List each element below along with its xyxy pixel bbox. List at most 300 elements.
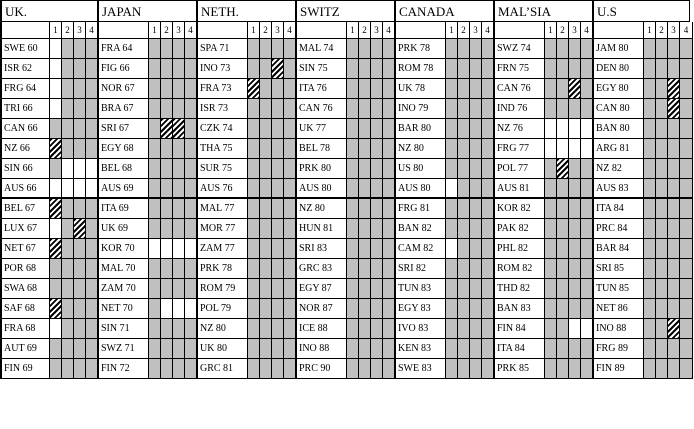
quarter-cell-gray — [557, 59, 569, 79]
agreement-label: FRG 81 — [396, 199, 446, 219]
quarter-cell-gray — [446, 139, 458, 159]
quarter-cell-gray — [668, 139, 680, 159]
quarter-cell-gray — [161, 159, 173, 179]
quarter-cell-gray — [185, 259, 198, 279]
quarter-cell-gray — [458, 39, 470, 59]
agreement-label: INO 88 — [297, 339, 347, 359]
agreement-label: ITA 84 — [495, 339, 545, 359]
agreement-label: POL 77 — [495, 159, 545, 179]
quarter-cell-gray — [557, 179, 569, 199]
quarter-cell-gray — [656, 339, 668, 359]
quarter-cell-gray — [680, 319, 693, 339]
quarter-cell-gray — [185, 199, 198, 219]
quarter-cell-gray — [569, 359, 581, 379]
quarter-cell-gray — [284, 299, 297, 319]
quarter-cell-gray — [569, 99, 581, 119]
quarter-cell-gray — [383, 239, 396, 259]
quarter-cell-gray — [569, 259, 581, 279]
quarter-cell-gray — [62, 299, 74, 319]
quarter-cell-gray — [347, 79, 359, 99]
quarter-cell-gray — [50, 279, 62, 299]
quarter-cell-gray — [260, 139, 272, 159]
quarter-cell-gray — [557, 339, 569, 359]
quarter-cell-gray — [74, 39, 86, 59]
quarter-cell-gray — [371, 359, 383, 379]
quarter-cell-gray — [284, 39, 297, 59]
agreement-label: EGY 80 — [594, 79, 644, 99]
quarter-cell-gray — [470, 99, 482, 119]
agreement-label: BAR 80 — [396, 119, 446, 139]
quarter-cell-gray — [644, 59, 656, 79]
quarter-cell-gray — [272, 259, 284, 279]
quarter-cell-gray — [284, 119, 297, 139]
quarter-cell-gray — [260, 99, 272, 119]
quarter-cell-gray — [371, 239, 383, 259]
agreement-label: AUS 80 — [396, 179, 446, 199]
quarter-cell-gray — [347, 239, 359, 259]
agreement-label: NZ 80 — [198, 319, 248, 339]
quarter-cell-gray — [149, 359, 161, 379]
quarter-cell-gray — [458, 119, 470, 139]
quarter-cell-gray — [371, 199, 383, 219]
quarter-cell-gray — [86, 39, 99, 59]
quarter-cell-gray — [482, 119, 495, 139]
quarter-cell-gray — [383, 59, 396, 79]
quarter-cell-hatch — [74, 219, 86, 239]
quarter-cell-gray — [569, 159, 581, 179]
agreement-label: FRG 64 — [0, 79, 50, 99]
quarter-cell-gray — [371, 299, 383, 319]
quarter-cell-gray — [569, 339, 581, 359]
quarter-cell-gray — [272, 139, 284, 159]
agreement-label: SRI 83 — [297, 239, 347, 259]
quarter-cell-white — [74, 159, 86, 179]
quarter-cell-hatch — [161, 119, 173, 139]
quarter-cell-gray — [260, 319, 272, 339]
quarter-cell-gray — [581, 39, 594, 59]
quarter-cell-gray — [470, 159, 482, 179]
quarter-cell-gray — [383, 99, 396, 119]
quarter-cell-gray — [458, 179, 470, 199]
quarter-cell-gray — [446, 119, 458, 139]
quarter-cell-gray — [161, 59, 173, 79]
quarter-cell-gray — [656, 39, 668, 59]
quarter-cell-gray — [62, 319, 74, 339]
quarter-number-4: 4 — [185, 22, 198, 39]
quarter-cell-gray — [248, 319, 260, 339]
agreement-label: SIN 75 — [297, 59, 347, 79]
agreement-label: NET 67 — [0, 239, 50, 259]
agreement-label: AUS 81 — [495, 179, 545, 199]
agreement-label: BRA 67 — [99, 99, 149, 119]
quarter-cell-gray — [359, 179, 371, 199]
quarter-cell-gray — [50, 339, 62, 359]
quarter-cell-gray — [272, 79, 284, 99]
quarter-cell-gray — [371, 319, 383, 339]
agreement-label: SWZ 74 — [495, 39, 545, 59]
quarter-cell-gray — [173, 199, 185, 219]
quarter-cell-gray — [284, 359, 297, 379]
quarter-cell-gray — [545, 219, 557, 239]
quarter-cell-gray — [359, 339, 371, 359]
quarter-cell-hatch — [557, 159, 569, 179]
quarter-cell-gray — [470, 79, 482, 99]
agreement-label: SWE 83 — [396, 359, 446, 379]
quarter-cell-gray — [260, 159, 272, 179]
agreement-label: EGY 68 — [99, 139, 149, 159]
quarter-cell-gray — [161, 259, 173, 279]
quarter-cell-gray — [680, 259, 693, 279]
quarter-cell-gray — [668, 359, 680, 379]
agreement-label: ITA 76 — [297, 79, 347, 99]
agreement-label: PRK 85 — [495, 359, 545, 379]
agreement-label: ARG 81 — [594, 139, 644, 159]
quarter-cell-gray — [557, 199, 569, 219]
quarter-cell-gray — [458, 279, 470, 299]
quarter-cell-gray — [482, 359, 495, 379]
agreement-label: SAF 68 — [0, 299, 50, 319]
quarter-cell-gray — [272, 39, 284, 59]
quarter-number-1: 1 — [446, 22, 458, 39]
country-header-label: SWITZ — [300, 4, 340, 19]
agreement-label: AUS 83 — [594, 179, 644, 199]
agreement-label: SIN 66 — [0, 159, 50, 179]
quarter-cell-gray — [680, 59, 693, 79]
quarter-cell-gray — [359, 79, 371, 99]
quarter-cell-gray — [272, 179, 284, 199]
quarter-cell-gray — [656, 259, 668, 279]
quarter-cell-gray — [482, 259, 495, 279]
quarter-cell-gray — [656, 359, 668, 379]
quarter-cell-white — [185, 299, 198, 319]
quarter-cell-gray — [383, 179, 396, 199]
quarter-cell-gray — [173, 219, 185, 239]
quarter-cell-gray — [173, 59, 185, 79]
quarter-cell-gray — [260, 239, 272, 259]
quarter-cell-gray — [470, 179, 482, 199]
quarter-cell-gray — [656, 139, 668, 159]
country-header-label: UK. — [5, 4, 28, 19]
quarter-cell-white — [50, 59, 62, 79]
quarter-cell-gray — [185, 279, 198, 299]
quarter-cell-gray — [446, 319, 458, 339]
quarter-cell-gray — [149, 279, 161, 299]
quarter-cell-gray — [383, 79, 396, 99]
quarter-cell-gray — [149, 159, 161, 179]
agreement-label: TUN 83 — [396, 279, 446, 299]
quarter-cell-gray — [173, 259, 185, 279]
quarter-cell-gray — [284, 179, 297, 199]
quarter-cell-gray — [62, 219, 74, 239]
quarter-cell-gray — [569, 39, 581, 59]
quarter-cell-gray — [260, 299, 272, 319]
quarter-cell-hatch — [50, 199, 62, 219]
quarter-cell-gray — [545, 359, 557, 379]
quarter-cell-gray — [149, 99, 161, 119]
agreement-label: FRA 68 — [0, 319, 50, 339]
quarter-cell-gray — [74, 139, 86, 159]
quarter-number-3: 3 — [569, 22, 581, 39]
quarter-cell-gray — [185, 219, 198, 239]
quarter-cell-gray — [62, 359, 74, 379]
quarter-cell-gray — [482, 79, 495, 99]
quarter-cell-gray — [272, 199, 284, 219]
subheader-blank — [594, 22, 644, 39]
quarter-number-2: 2 — [359, 22, 371, 39]
quarter-cell-gray — [86, 79, 99, 99]
quarter-cell-gray — [581, 339, 594, 359]
quarter-number-3: 3 — [272, 22, 284, 39]
agreement-label: BEL 68 — [99, 159, 149, 179]
quarter-cell-gray — [470, 299, 482, 319]
agreement-label: US 80 — [396, 159, 446, 179]
quarter-cell-white — [50, 79, 62, 99]
quarter-cell-gray — [656, 79, 668, 99]
quarter-cell-gray — [347, 179, 359, 199]
quarter-cell-white — [185, 239, 198, 259]
quarter-cell-gray — [248, 179, 260, 199]
quarter-cell-gray — [581, 99, 594, 119]
quarter-number-2: 2 — [557, 22, 569, 39]
quarter-cell-gray — [458, 59, 470, 79]
country-header — [594, 0, 690, 22]
quarter-cell-gray — [680, 239, 693, 259]
agreement-label: CAN 66 — [0, 119, 50, 139]
agreement-label: NOR 67 — [99, 79, 149, 99]
agreement-label: TRI 66 — [0, 99, 50, 119]
quarter-cell-gray — [446, 59, 458, 79]
quarter-number-2: 2 — [656, 22, 668, 39]
agreement-label: DEN 80 — [594, 59, 644, 79]
agreement-label: CAN 76 — [495, 79, 545, 99]
quarter-cell-gray — [347, 319, 359, 339]
quarter-cell-white — [446, 179, 458, 199]
quarter-cell-gray — [446, 219, 458, 239]
quarter-cell-gray — [446, 299, 458, 319]
quarter-cell-gray — [347, 119, 359, 139]
quarter-cell-gray — [458, 219, 470, 239]
quarter-cell-gray — [74, 199, 86, 219]
quarter-cell-gray — [482, 59, 495, 79]
quarter-cell-gray — [581, 219, 594, 239]
agreement-label: AUS 69 — [99, 179, 149, 199]
quarter-cell-gray — [446, 339, 458, 359]
quarter-cell-gray — [272, 319, 284, 339]
quarter-cell-gray — [149, 119, 161, 139]
quarter-cell-gray — [569, 239, 581, 259]
quarter-cell-gray — [482, 179, 495, 199]
agreement-label: UK 80 — [198, 339, 248, 359]
agreement-label: ISR 73 — [198, 99, 248, 119]
agreement-label: THA 75 — [198, 139, 248, 159]
quarter-cell-gray — [347, 279, 359, 299]
quarter-cell-gray — [86, 359, 99, 379]
quarter-cell-gray — [644, 99, 656, 119]
agreement-label: SPA 71 — [198, 39, 248, 59]
quarter-cell-gray — [383, 259, 396, 279]
quarter-cell-gray — [644, 319, 656, 339]
quarter-cell-gray — [668, 279, 680, 299]
quarter-cell-gray — [581, 239, 594, 259]
quarter-cell-gray — [347, 299, 359, 319]
quarter-cell-gray — [161, 359, 173, 379]
quarter-cell-gray — [668, 239, 680, 259]
agreement-label: AUS 80 — [297, 179, 347, 199]
quarter-cell-gray — [371, 139, 383, 159]
quarter-cell-gray — [347, 99, 359, 119]
quarter-cell-gray — [248, 159, 260, 179]
quarter-cell-hatch — [50, 299, 62, 319]
quarter-cell-gray — [644, 239, 656, 259]
quarter-cell-gray — [545, 279, 557, 299]
agreement-label: JAM 80 — [594, 39, 644, 59]
agreement-label: ITA 84 — [594, 199, 644, 219]
quarter-cell-gray — [569, 299, 581, 319]
quarter-cell-gray — [371, 259, 383, 279]
agreement-label: ZAM 70 — [99, 279, 149, 299]
quarter-cell-gray — [644, 79, 656, 99]
quarter-cell-gray — [446, 99, 458, 119]
quarter-cell-gray — [272, 339, 284, 359]
quarter-cell-gray — [74, 339, 86, 359]
quarter-cell-gray — [272, 279, 284, 299]
agreement-label: FIG 66 — [99, 59, 149, 79]
quarter-cell-gray — [545, 339, 557, 359]
quarter-cell-gray — [668, 39, 680, 59]
quarter-cell-gray — [359, 259, 371, 279]
agreement-label: IND 76 — [495, 99, 545, 119]
quarter-cell-gray — [74, 239, 86, 259]
quarter-cell-gray — [656, 239, 668, 259]
quarter-cell-gray — [284, 159, 297, 179]
quarter-cell-hatch — [50, 139, 62, 159]
quarter-cell-gray — [482, 239, 495, 259]
quarter-cell-gray — [470, 199, 482, 219]
country-header — [396, 0, 495, 22]
quarter-cell-gray — [482, 219, 495, 239]
quarter-cell-gray — [74, 299, 86, 319]
quarter-cell-gray — [86, 139, 99, 159]
agreement-label: NZ 80 — [396, 139, 446, 159]
quarter-cell-gray — [668, 219, 680, 239]
quarter-cell-gray — [248, 239, 260, 259]
agreement-label: EGY 83 — [396, 299, 446, 319]
quarter-cell-gray — [185, 119, 198, 139]
quarter-cell-gray — [545, 239, 557, 259]
quarter-cell-gray — [668, 179, 680, 199]
quarter-cell-gray — [173, 279, 185, 299]
quarter-cell-white — [86, 159, 99, 179]
agreement-label: ISR 62 — [0, 59, 50, 79]
quarter-cell-gray — [482, 339, 495, 359]
quarter-cell-gray — [359, 59, 371, 79]
quarter-cell-gray — [161, 139, 173, 159]
quarter-cell-gray — [371, 99, 383, 119]
agreement-label: SWE 60 — [0, 39, 50, 59]
quarter-cell-gray — [86, 119, 99, 139]
quarter-cell-gray — [347, 39, 359, 59]
agreement-label: TUN 85 — [594, 279, 644, 299]
agreement-label: SIN 71 — [99, 319, 149, 339]
quarter-cell-gray — [482, 299, 495, 319]
quarter-cell-gray — [371, 219, 383, 239]
quarter-cell-gray — [62, 59, 74, 79]
quarter-cell-gray — [383, 119, 396, 139]
quarter-number-2: 2 — [161, 22, 173, 39]
quarter-cell-gray — [161, 319, 173, 339]
quarter-cell-gray — [581, 299, 594, 319]
quarter-cell-gray — [50, 119, 62, 139]
quarter-cell-white — [569, 119, 581, 139]
agreement-label: BEL 67 — [0, 199, 50, 219]
country-header — [495, 0, 594, 22]
quarter-cell-gray — [446, 259, 458, 279]
quarter-cell-gray — [347, 159, 359, 179]
quarter-cell-gray — [383, 219, 396, 239]
quarter-cell-white — [557, 119, 569, 139]
quarter-cell-gray — [680, 299, 693, 319]
quarter-number-2: 2 — [62, 22, 74, 39]
quarter-cell-gray — [656, 279, 668, 299]
quarter-cell-gray — [644, 119, 656, 139]
agreement-label: SWA 68 — [0, 279, 50, 299]
quarter-cell-gray — [383, 339, 396, 359]
quarter-cell-gray — [185, 319, 198, 339]
quarter-cell-gray — [470, 119, 482, 139]
quarter-cell-white — [557, 139, 569, 159]
quarter-cell-gray — [284, 259, 297, 279]
agreement-label: MOR 77 — [198, 219, 248, 239]
quarter-cell-gray — [668, 339, 680, 359]
quarter-cell-gray — [644, 299, 656, 319]
quarter-cell-gray — [185, 159, 198, 179]
agreement-label: NZ 80 — [297, 199, 347, 219]
agreement-label: NOR 87 — [297, 299, 347, 319]
subheader-blank — [396, 22, 446, 39]
quarter-cell-gray — [470, 259, 482, 279]
quarter-cell-gray — [680, 159, 693, 179]
quarter-cell-gray — [359, 299, 371, 319]
country-header-label: U.S — [597, 4, 617, 19]
quarter-number-3: 3 — [173, 22, 185, 39]
agreement-label: NET 70 — [99, 299, 149, 319]
quarter-cell-gray — [545, 259, 557, 279]
quarter-cell-gray — [284, 279, 297, 299]
quarter-cell-gray — [644, 159, 656, 179]
country-header — [99, 0, 198, 22]
quarter-cell-gray — [161, 279, 173, 299]
quarter-cell-gray — [74, 79, 86, 99]
agreement-label: THD 82 — [495, 279, 545, 299]
quarter-cell-gray — [383, 359, 396, 379]
quarter-cell-gray — [149, 299, 161, 319]
quarter-cell-gray — [173, 339, 185, 359]
quarter-cell-gray — [383, 39, 396, 59]
agreement-label: BAR 84 — [594, 239, 644, 259]
quarter-cell-gray — [470, 139, 482, 159]
agreement-label: BAN 80 — [594, 119, 644, 139]
quarter-cell-gray — [680, 279, 693, 299]
quarter-cell-gray — [371, 59, 383, 79]
country-header — [198, 0, 297, 22]
quarter-cell-white — [74, 179, 86, 199]
quarter-number-1: 1 — [644, 22, 656, 39]
quarter-cell-gray — [569, 59, 581, 79]
quarter-cell-hatch — [668, 79, 680, 99]
quarter-cell-gray — [359, 319, 371, 339]
quarter-cell-gray — [248, 39, 260, 59]
quarter-cell-gray — [656, 319, 668, 339]
